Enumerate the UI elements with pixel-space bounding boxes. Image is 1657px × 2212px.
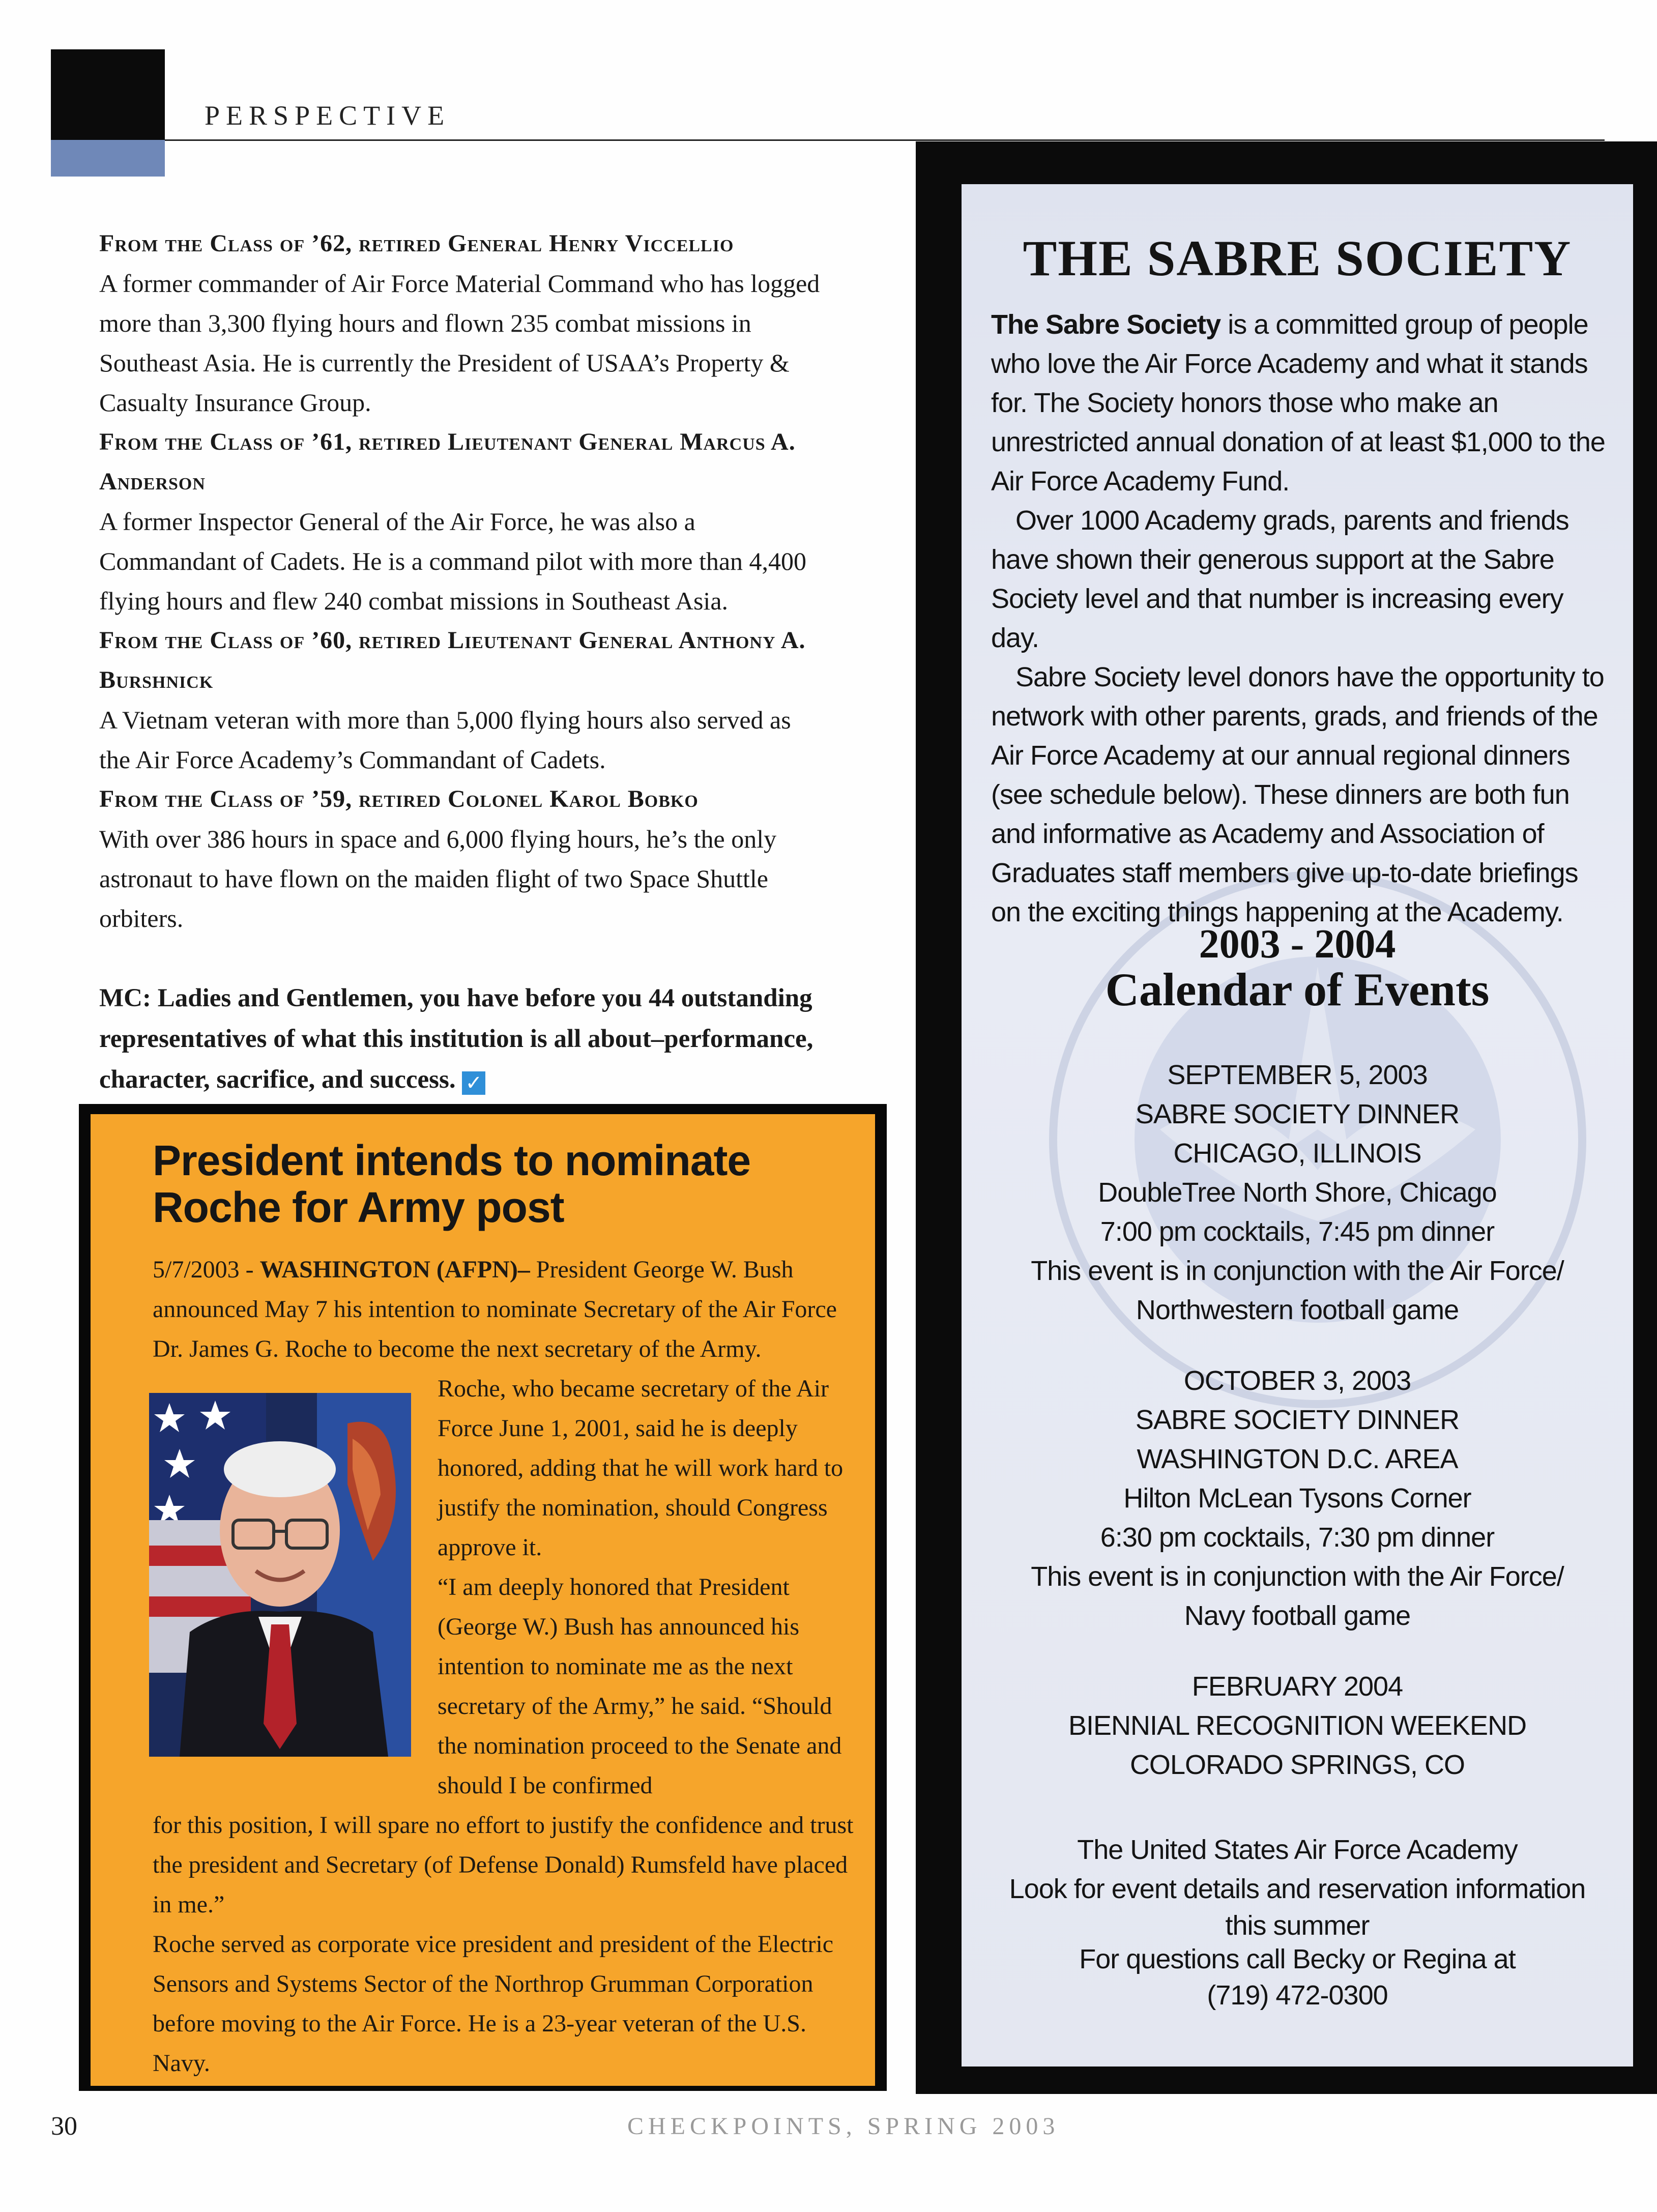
honoree-heading: From the Class of ’60, retired Lieutenant General Anthony A. Burshnick — [99, 627, 806, 693]
honoree-list — [99, 224, 827, 1100]
header-black-block — [51, 49, 165, 140]
event-date: OCTOBER 3, 2003 — [1183, 1365, 1411, 1396]
honoree-bio: A former commander of Air Force Material Command who has logged more than 3,300 flying hours and flown 235 combat missions in Southeast Asia. He is currently the President of USAA’s Property & Casualty Insurance Group. — [99, 269, 820, 417]
mc-closing-text: MC: Ladies and Gentlemen, you have before you 44 outstanding representatives of what this institution is all about–performance, character, sacrifice, and success. — [99, 984, 813, 1094]
mc-closing — [99, 978, 827, 1100]
contact-info — [962, 1830, 1633, 2015]
news-quote: “I am deeply honored that President (George W.) Bush has announced his intention to nominate me as the next secretary of the Army,” he said. “Should the nomination proceed to the Senate and should I be confirmed — [438, 1574, 842, 1799]
event-times: 6:30 pm cocktails, 7:30 pm dinner — [1100, 1522, 1495, 1553]
contact-phone: (719) 472-0300 — [1207, 1980, 1388, 2011]
sabre-description — [991, 305, 1611, 932]
sabre-title: THE SABRE SOCIETY — [1023, 230, 1572, 286]
event-note: Northwestern football game — [1136, 1295, 1459, 1325]
event-name: BIENNIAL RECOGNITION WEEKEND — [1068, 1710, 1527, 1741]
event-place: CHICAGO, ILLINOIS — [1173, 1138, 1421, 1169]
honoree-heading: From the Class of ’59, retired Colonel Karol Bobko — [99, 785, 699, 812]
event-name: SABRE SOCIETY DINNER — [1135, 1405, 1460, 1435]
event-date: SEPTEMBER 5, 2003 — [1167, 1060, 1428, 1090]
honoree-bio: A Vietnam veteran with more than 5,000 flying hours also served as the Air Force Academy’s Commandant of Cadets. — [99, 706, 791, 774]
sabre-intro — [991, 305, 1611, 501]
honoree-bio: A former Inspector General of the Air Force, he was also a Commandant of Cadets. He is a command pilot with more than 4,400 flying hours and flew 240 combat missions in Southeast Asia. — [99, 507, 807, 615]
event-list — [962, 1056, 1633, 1816]
event-item — [962, 1667, 1633, 1785]
contact-line: this summer — [1225, 1910, 1370, 1941]
event-item — [962, 1361, 1633, 1636]
news-dateline-source: WASHINGTON (AFPN)– — [259, 1256, 530, 1283]
header-rule — [165, 139, 1605, 141]
sabre-intro-bold: The Sabre Society — [991, 309, 1221, 340]
honoree-heading: From the Class of ’62, retired General Henry Viccellio — [99, 230, 734, 257]
event-item — [962, 1056, 1633, 1330]
header-blue-bar — [51, 140, 165, 177]
sabre-intro-text: is a committed group of people who love the Air Force Academy and what it stands for. The Society honors those who make an unrestricted annual donation of at least $1,000 to the Air Force Academy Fund. — [991, 309, 1605, 497]
publication-footer: CHECKPOINTS, SPRING 2003 — [627, 2113, 1060, 2140]
news-paragraph: Roche served as corporate vice president and president of the Electric Sensors and Systems Sector of the Northrop Grumman Corporation before moving to the Air Force. He is a 23-year veteran of the U.S. Navy. — [153, 1931, 834, 2077]
news-dateline: 5/7/2003 - — [153, 1256, 260, 1283]
news-body — [153, 1250, 865, 2083]
section-label: PERSPECTIVE — [205, 100, 451, 131]
page-number: 30 — [51, 2112, 77, 2141]
event-note: Navy football game — [1184, 1600, 1411, 1631]
news-paragraph: Roche, who became secretary of the Air Force June 1, 2001, said he is deeply honored, adding that he will work hard to justify the nomination, should Congress approve it. — [438, 1375, 844, 1561]
event-note: This event is in conjunction with the Air Force/ — [1031, 1561, 1564, 1592]
calendar-title: Calendar of Events — [1105, 964, 1490, 1015]
event-name: SABRE SOCIETY DINNER — [1135, 1099, 1460, 1129]
event-place: COLORADO SPRINGS, CO — [1129, 1750, 1465, 1780]
honoree-bio: With over 386 hours in space and 6,000 flying hours, he’s the only astronaut to have flown on the maiden flight of two Space Shuttle orbiters. — [99, 825, 777, 933]
contact-line: The United States Air Force Academy — [1077, 1835, 1518, 1865]
event-date: FEBRUARY 2004 — [1191, 1671, 1403, 1702]
event-venue: Hilton McLean Tysons Corner — [1123, 1483, 1471, 1514]
event-note: This event is in conjunction with the Air Force/ — [1031, 1256, 1564, 1286]
news-quote-continued: for this position, I will spare no effort to justify the confidence and trust the president and Secretary (of Defense Donald) Rumsfeld have placed in me.” — [153, 1812, 854, 1918]
checkmark-icon: ✓ — [462, 1071, 485, 1095]
sabre-paragraph: Sabre Society level donors have the opportunity to network with other parents, grads, and friends of the Air Force Academy at our annual regional dinners (see schedule below). These dinners are both fun and informative as Academy and Association of Graduates staff members give up-to-date briefings on the exciting things happening at the Academy. — [991, 662, 1604, 927]
news-lead — [153, 1250, 865, 1369]
news-lead-text: President George W. Bush announced May 7 his intention to nominate Secretary of the Air Force Dr. James G. Roche to become the next secretary of the Army. — [153, 1256, 837, 1362]
contact-line: Look for event details and reservation information — [1009, 1874, 1586, 1904]
honoree-heading: From the Class of ’61, retired Lieutenant General Marcus A. Anderson — [99, 428, 796, 495]
sabre-paragraph: Over 1000 Academy grads, parents and friends have shown their generous support at the Sabre Society level and that number is increasing every day. — [991, 505, 1569, 653]
contact-line: For questions call Becky or Regina at — [1079, 1944, 1516, 1974]
event-place: WASHINGTON D.C. AREA — [1137, 1444, 1458, 1474]
news-headline: President intends to nominate Roche for Army post — [153, 1137, 751, 1231]
event-venue: DoubleTree North Shore, Chicago — [1098, 1177, 1497, 1208]
event-times: 7:00 pm cocktails, 7:45 pm dinner — [1100, 1216, 1495, 1247]
calendar-year: 2003 - 2004 — [1199, 922, 1396, 967]
